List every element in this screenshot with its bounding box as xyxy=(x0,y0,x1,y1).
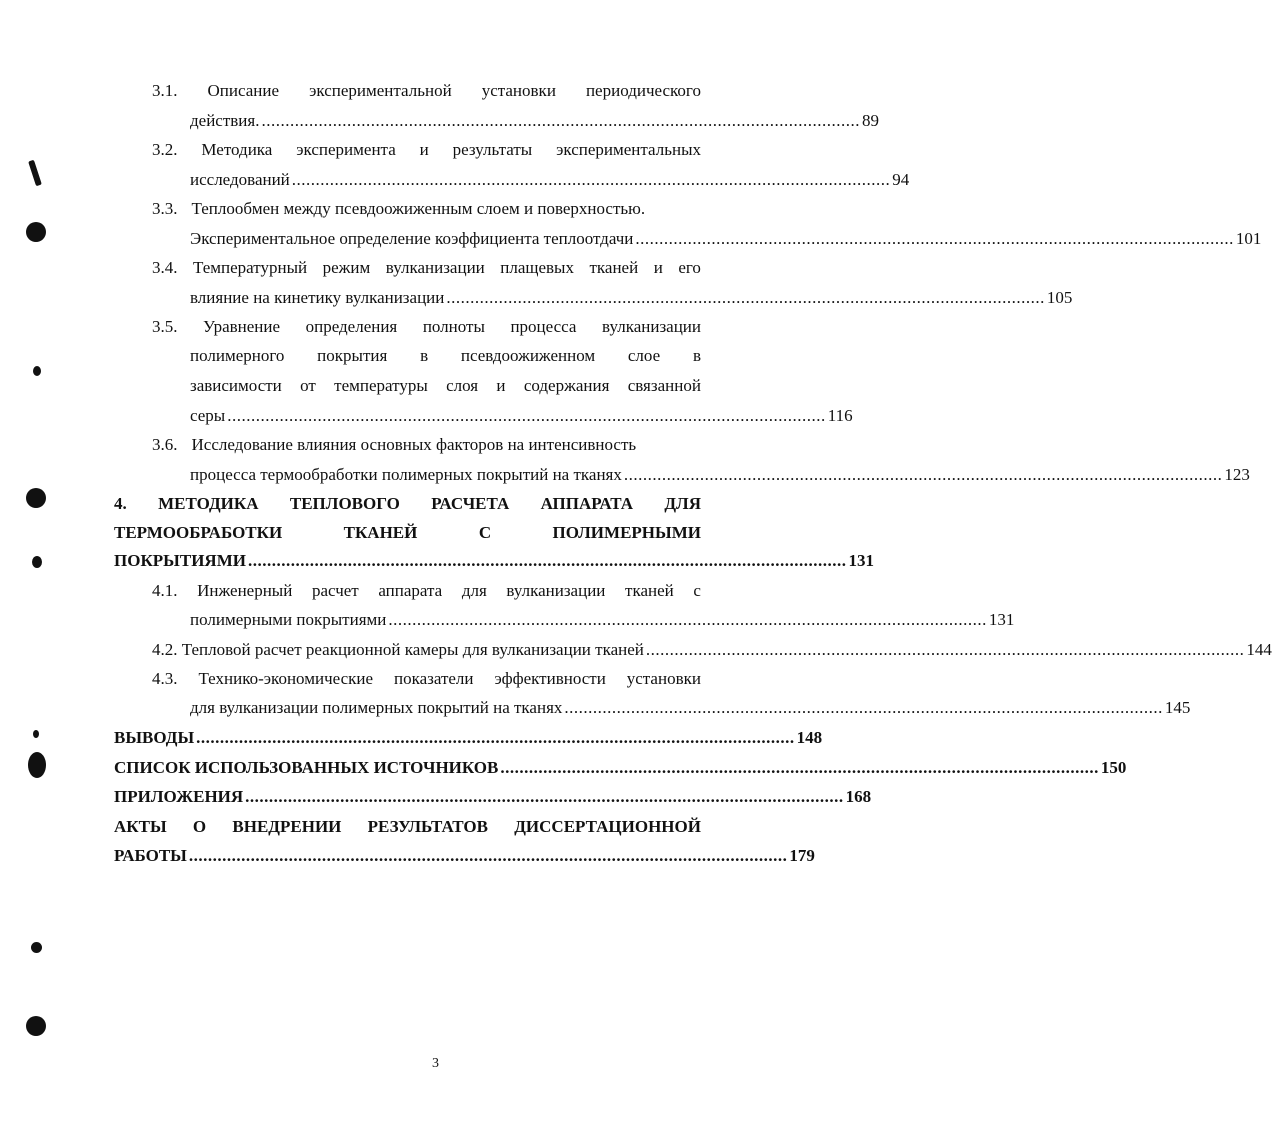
dot-leader: .............................................................................................................................. xyxy=(446,288,1045,307)
page-ref: 150 xyxy=(1100,758,1127,777)
toc-entry-4-1-line2: полимерными покрытиями .............................................................................................................................. 131 xyxy=(190,610,1015,629)
entry-number: 3.3. xyxy=(152,199,178,218)
toc-entry-4-1-line1: 4.1. Инженерный расчет аппарата для вулканизации тканей с xyxy=(152,581,701,600)
entry-number: 3.1. xyxy=(152,81,178,100)
binder-mark xyxy=(31,942,42,953)
dot-leader: .............................................................................................................................. xyxy=(247,551,847,570)
dot-leader: .............................................................................................................................. xyxy=(245,787,844,806)
page-ref: 123 xyxy=(1224,465,1250,484)
toc-references: СПИСОК ИСПОЛЬЗОВАННЫХ ИСТОЧНИКОВ .............................................................................................................................. 150 xyxy=(114,758,1127,777)
toc-entry-3-1-line1: 3.1. Описание экспериментальной установки периодического xyxy=(152,81,701,100)
page-ref: 179 xyxy=(789,846,815,865)
toc-entry-4-2: 4.2. Тепловой расчет реакционной камеры для вулканизации тканей .............................................................................................................................. 144 xyxy=(152,640,1272,659)
page-ref: 116 xyxy=(827,406,853,425)
dot-leader: .............................................................................................................................. xyxy=(227,406,826,425)
binder-mark xyxy=(32,556,42,568)
toc-chapter-4-line2: ТЕРМООБРАБОТКИ ТКАНЕЙ С ПОЛИМЕРНЫМИ xyxy=(114,523,701,542)
binder-hole xyxy=(26,222,46,242)
entry-number: 3.4. xyxy=(152,258,178,277)
page-ref: 148 xyxy=(796,728,823,747)
dot-leader: .............................................................................................................................. xyxy=(645,640,1245,659)
toc-entry-3-6-line2: процесса термообработки полимерных покрытий на тканях .............................................................................................................................. 123 xyxy=(190,465,1250,484)
toc-entry-3-3-line1: 3.3. Теплообмен между псевдоожиженным слоем и поверхностью. xyxy=(152,199,646,218)
toc-conclusions: ВЫВОДЫ .............................................................................................................................. 148 xyxy=(114,728,823,747)
toc-appendix: ПРИЛОЖЕНИЯ .............................................................................................................................. 168 xyxy=(114,787,872,806)
toc-chapter-4-line3: ПОКРЫТИЯМИ .............................................................................................................................. 131 xyxy=(114,551,874,570)
binder-mark xyxy=(28,160,42,187)
binder-mark xyxy=(33,730,39,738)
page-number: 3 xyxy=(432,1056,439,1071)
dot-leader: .............................................................................................................................. xyxy=(261,111,860,130)
dot-leader: .............................................................................................................................. xyxy=(635,229,1234,248)
entry-number: 3.5. xyxy=(152,317,178,336)
toc-acts-line2: РАБОТЫ .............................................................................................................................. 179 xyxy=(114,846,815,865)
page-ref: 101 xyxy=(1235,229,1262,248)
chapter-number: 4. xyxy=(114,494,127,513)
binder-hole xyxy=(28,752,46,778)
toc-entry-3-5-line3: зависимости от температуры слоя и содержания связанной xyxy=(190,376,701,395)
toc-chapter-4-line1: 4. МЕТОДИКА ТЕПЛОВОГО РАСЧЕТА АППАРАТА ДЛЯ xyxy=(114,494,701,513)
dot-leader: .............................................................................................................................. xyxy=(623,465,1223,484)
toc-entry-3-6-line1: 3.6. Исследование влияния основных факторов на интенсивность xyxy=(152,435,637,454)
toc-entry-4-3-line1: 4.3. Технико-экономические показатели эффективности установки xyxy=(152,669,701,688)
page-ref: 168 xyxy=(845,787,872,806)
dot-leader: .............................................................................................................................. xyxy=(388,610,987,629)
page-ref: 131 xyxy=(988,610,1015,629)
dot-leader: .............................................................................................................................. xyxy=(196,728,795,747)
entry-number: 3.2. xyxy=(152,140,178,159)
toc-entry-3-5-line2: полимерного покрытия в псевдоожиженном слое в xyxy=(190,346,701,365)
toc-entry-3-4-line2: влияние на кинетику вулканизации .............................................................................................................................. 105 xyxy=(190,288,1073,307)
page-ref: 89 xyxy=(861,111,879,130)
entry-number: 3.6. xyxy=(152,435,178,454)
entry-number: 4.3. xyxy=(152,669,178,688)
dot-leader: .............................................................................................................................. xyxy=(500,758,1099,777)
toc-entry-3-4-line1: 3.4. Температурный режим вулканизации плащевых тканей и его xyxy=(152,258,701,277)
toc-entry-3-2-line1: 3.2. Методика эксперимента и результаты экспериментальных xyxy=(152,140,701,159)
page-ref: 105 xyxy=(1046,288,1073,307)
toc-entry-3-5-line1: 3.5. Уравнение определения полноты процесса вулканизации xyxy=(152,317,701,336)
toc-entry-4-3-line2: для вулканизации полимерных покрытий на тканях .............................................................................................................................. 145 xyxy=(190,698,1191,717)
binder-mark xyxy=(33,366,41,376)
page-ref: 131 xyxy=(848,551,874,570)
dot-leader: .............................................................................................................................. xyxy=(564,698,1163,717)
page-ref: 144 xyxy=(1246,640,1272,659)
entry-number: 4.1. xyxy=(152,581,178,600)
page-ref: 145 xyxy=(1164,698,1191,717)
toc-entry-3-5-line4: серы .............................................................................................................................. 116 xyxy=(190,406,853,425)
dot-leader: .............................................................................................................................. xyxy=(188,846,788,865)
toc-entry-3-2-line2: исследований .............................................................................................................................. 94 xyxy=(190,170,910,189)
toc-acts-line1: АКТЫ О ВНЕДРЕНИИ РЕЗУЛЬТАТОВ ДИССЕРТАЦИОННОЙ xyxy=(114,817,701,836)
dot-leader: .............................................................................................................................. xyxy=(291,170,891,189)
toc-entry-3-3-line2: Экспериментальное определение коэффициента теплоотдачи .............................................................................................................................. 101 xyxy=(190,229,1262,248)
binder-hole xyxy=(26,1016,46,1036)
page-ref: 94 xyxy=(892,170,910,189)
toc-entry-3-1-line2: действия. .............................................................................................................................. 89 xyxy=(190,111,879,130)
binder-hole xyxy=(26,488,46,508)
